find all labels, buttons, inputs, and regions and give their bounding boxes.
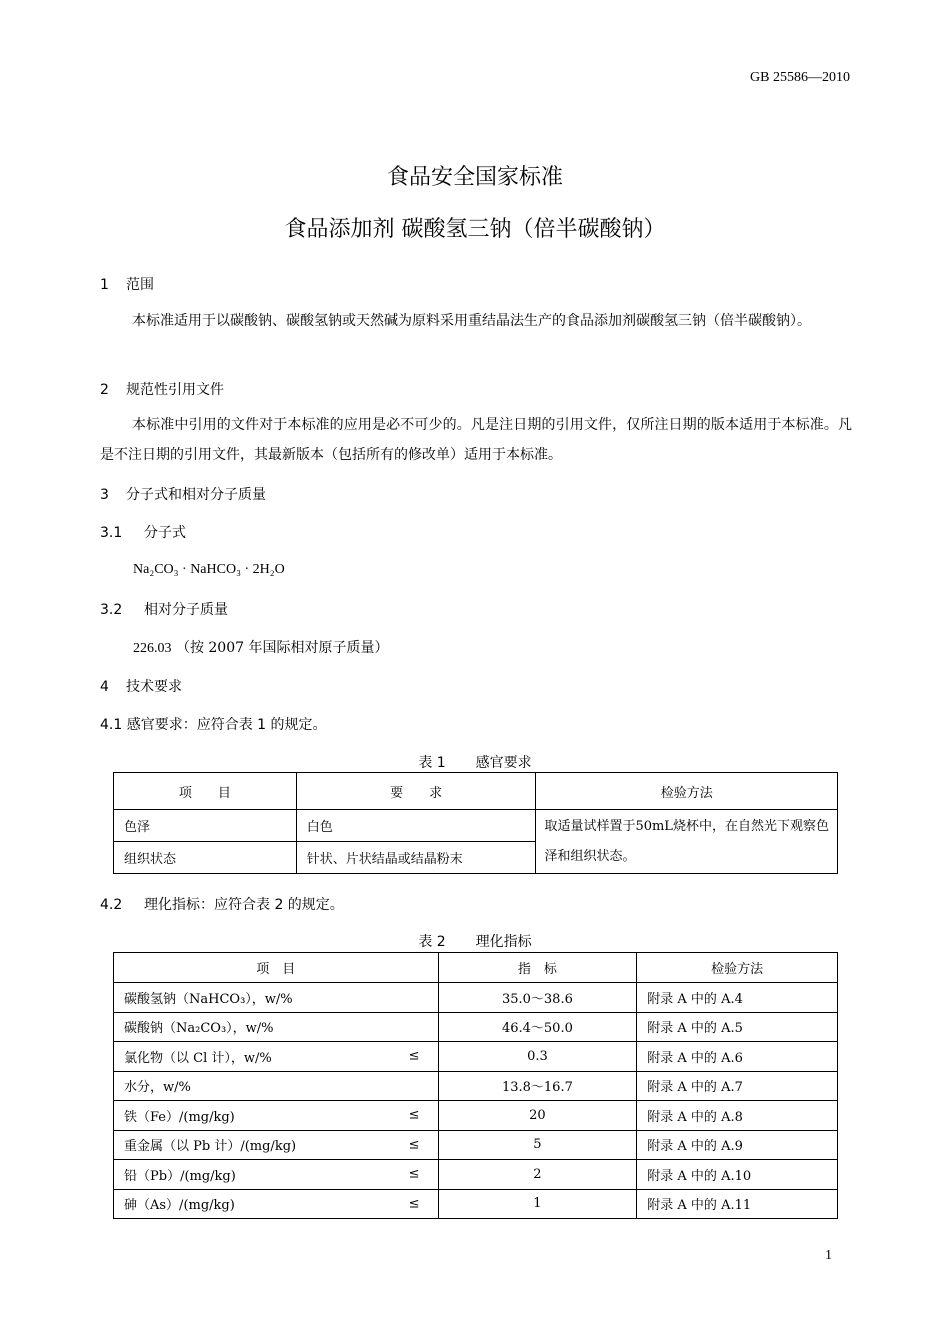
item-cell: [114, 983, 439, 1013]
header-cell: 指 标: [438, 953, 637, 983]
section-3-1-heading: [100, 522, 186, 542]
le-symbol: ≤: [408, 1137, 420, 1153]
document-subtitle: 食品添加剂 碳酸氢三钠（倍半碳酸钠）: [284, 217, 666, 242]
section-title: 规范性引用文件: [126, 382, 224, 398]
section-title: 相对分子质量: [144, 602, 228, 618]
header-cell: 检验方法: [536, 773, 838, 810]
method-cell: 附录 A 中的 A.6: [637, 1042, 838, 1072]
table-row: [114, 1042, 838, 1072]
le-symbol: ≤: [408, 1166, 420, 1182]
item-cell: [114, 1130, 439, 1160]
table-2-caption: [0, 931, 950, 951]
section-2-heading: [100, 379, 224, 399]
section-3-2-heading: [100, 599, 228, 619]
table-header-row: [114, 953, 838, 983]
le-symbol: ≤: [408, 1196, 420, 1212]
table-row: [114, 1130, 838, 1160]
sensory-requirements-table: [113, 772, 838, 874]
method-cell: 附录 A 中的 A.4: [637, 983, 838, 1013]
table-1-caption: [0, 752, 950, 772]
item-label: 铅（Pb）/(mg/kg): [124, 1168, 236, 1184]
formula-text: Na₂CO₃ · NaHCO₃ · 2H₂O: [133, 562, 285, 577]
section-number: 4: [100, 679, 109, 695]
table-row: [114, 983, 838, 1013]
molar-mass-note: （按 2007 年国际相对原子质量）: [175, 640, 389, 656]
document-title: 食品安全国家标准: [386, 165, 563, 190]
table-header-row: [114, 773, 838, 810]
section-title: 理化指标：应符合表 2 的规定。: [144, 897, 344, 913]
molecular-formula: [133, 561, 285, 578]
item-label: 氯化物（以 Cl 计），w/%: [124, 1050, 272, 1066]
section-4-heading: [100, 676, 182, 696]
item-label: 碳酸钠（Na₂CO₃），w/%: [124, 1021, 274, 1037]
item-label: 铁（Fe）/(mg/kg): [124, 1109, 235, 1125]
header-cell: 项 目: [114, 953, 439, 983]
section-title: 分子式和相对分子质量: [126, 487, 266, 503]
method-cell: 附录 A 中的 A.7: [637, 1071, 838, 1101]
caption-number: 表 1: [418, 755, 446, 771]
table-row: [114, 1101, 838, 1131]
value-cell: 35.0～38.6: [438, 983, 637, 1013]
value-cell: 20: [438, 1101, 637, 1131]
item-cell: [114, 1160, 439, 1190]
section-title: 分子式: [144, 525, 186, 541]
item-cell: [114, 1042, 439, 1072]
item-cell: 组织状态: [114, 842, 297, 874]
method-cell: 附录 A 中的 A.8: [637, 1101, 838, 1131]
item-label: 重金属（以 Pb 计）/(mg/kg): [124, 1139, 297, 1155]
section-1-heading: [100, 274, 154, 294]
section-4-2-heading: [100, 894, 344, 914]
method-cell: 附录 A 中的 A.5: [637, 1012, 838, 1042]
value-cell: 13.8～16.7: [438, 1071, 637, 1101]
value-cell: 2: [438, 1160, 637, 1190]
requirement-cell: 白色: [296, 810, 536, 842]
item-cell: [114, 1189, 439, 1219]
section-number: 3.2: [100, 602, 123, 618]
header-cell: 项 目: [114, 773, 297, 810]
value-cell: 5: [438, 1130, 637, 1160]
table-row: [114, 810, 838, 842]
requirement-cell: 针状、片状结晶或结晶粉末: [296, 842, 536, 874]
table-row: [114, 1012, 838, 1042]
physicochemical-indicators-table: [113, 952, 838, 1219]
molar-mass-value: 226.03: [133, 641, 172, 656]
item-cell: [114, 1071, 439, 1101]
caption-number: 表 2: [418, 934, 446, 950]
table-row: [114, 1189, 838, 1219]
page-number: 1: [825, 1248, 832, 1263]
section-title: 技术要求: [126, 679, 182, 695]
header-cell: 检验方法: [637, 953, 838, 983]
section-3-heading: [100, 484, 266, 504]
item-cell: [114, 1012, 439, 1042]
caption-title: 感官要求: [475, 755, 532, 771]
method-cell: 附录 A 中的 A.11: [637, 1189, 838, 1219]
value-cell: 46.4～50.0: [438, 1012, 637, 1042]
method-cell: 附录 A 中的 A.9: [637, 1130, 838, 1160]
table-row: [114, 1071, 838, 1101]
section-4-1-line: 4.1 感官要求：应符合表 1 的规定。: [100, 717, 327, 733]
section-1-paragraph: 本标准适用于以碳酸钠、碳酸氢钠或天然碱为原料采用重结晶法生产的食品添加剂碳酸氢三钠（倍半碳酸钠）。: [132, 313, 811, 329]
section-number: 4.2: [100, 897, 123, 913]
section-title: 范围: [126, 277, 154, 293]
molar-mass: [133, 637, 388, 657]
item-cell: 色泽: [114, 810, 297, 842]
le-symbol: ≤: [408, 1107, 420, 1123]
section-number: 2: [100, 382, 109, 398]
table-row: [114, 1160, 838, 1190]
item-label: 碳酸氢钠（NaHCO₃），w/%: [124, 991, 293, 1007]
method-cell: 取适量试样置于50mL烧杯中，在自然光下观察色泽和组织状态。: [536, 810, 838, 874]
le-symbol: ≤: [408, 1048, 420, 1064]
section-number: 3: [100, 487, 109, 503]
caption-title: 理化指标: [475, 934, 532, 950]
header-cell: 要 求: [296, 773, 536, 810]
standard-number: GB 25586—2010: [750, 70, 850, 85]
item-label: 砷（As）/(mg/kg): [124, 1198, 235, 1214]
item-label: 水分，w/%: [124, 1080, 191, 1096]
section-number: 3.1: [100, 525, 123, 541]
value-cell: 1: [438, 1189, 637, 1219]
value-cell: 0.3: [438, 1042, 637, 1072]
item-cell: [114, 1101, 439, 1131]
section-2-paragraph: 本标准中引用的文件对于本标准的应用是必不可少的。凡是注日期的引用文件，仅所注日期的版本适用于本标准。凡是不注日期的引用文件，其最新版本（包括所有的修改单）适用于本标准。: [100, 417, 852, 463]
section-number: 1: [100, 277, 109, 293]
method-cell: 附录 A 中的 A.10: [637, 1160, 838, 1190]
